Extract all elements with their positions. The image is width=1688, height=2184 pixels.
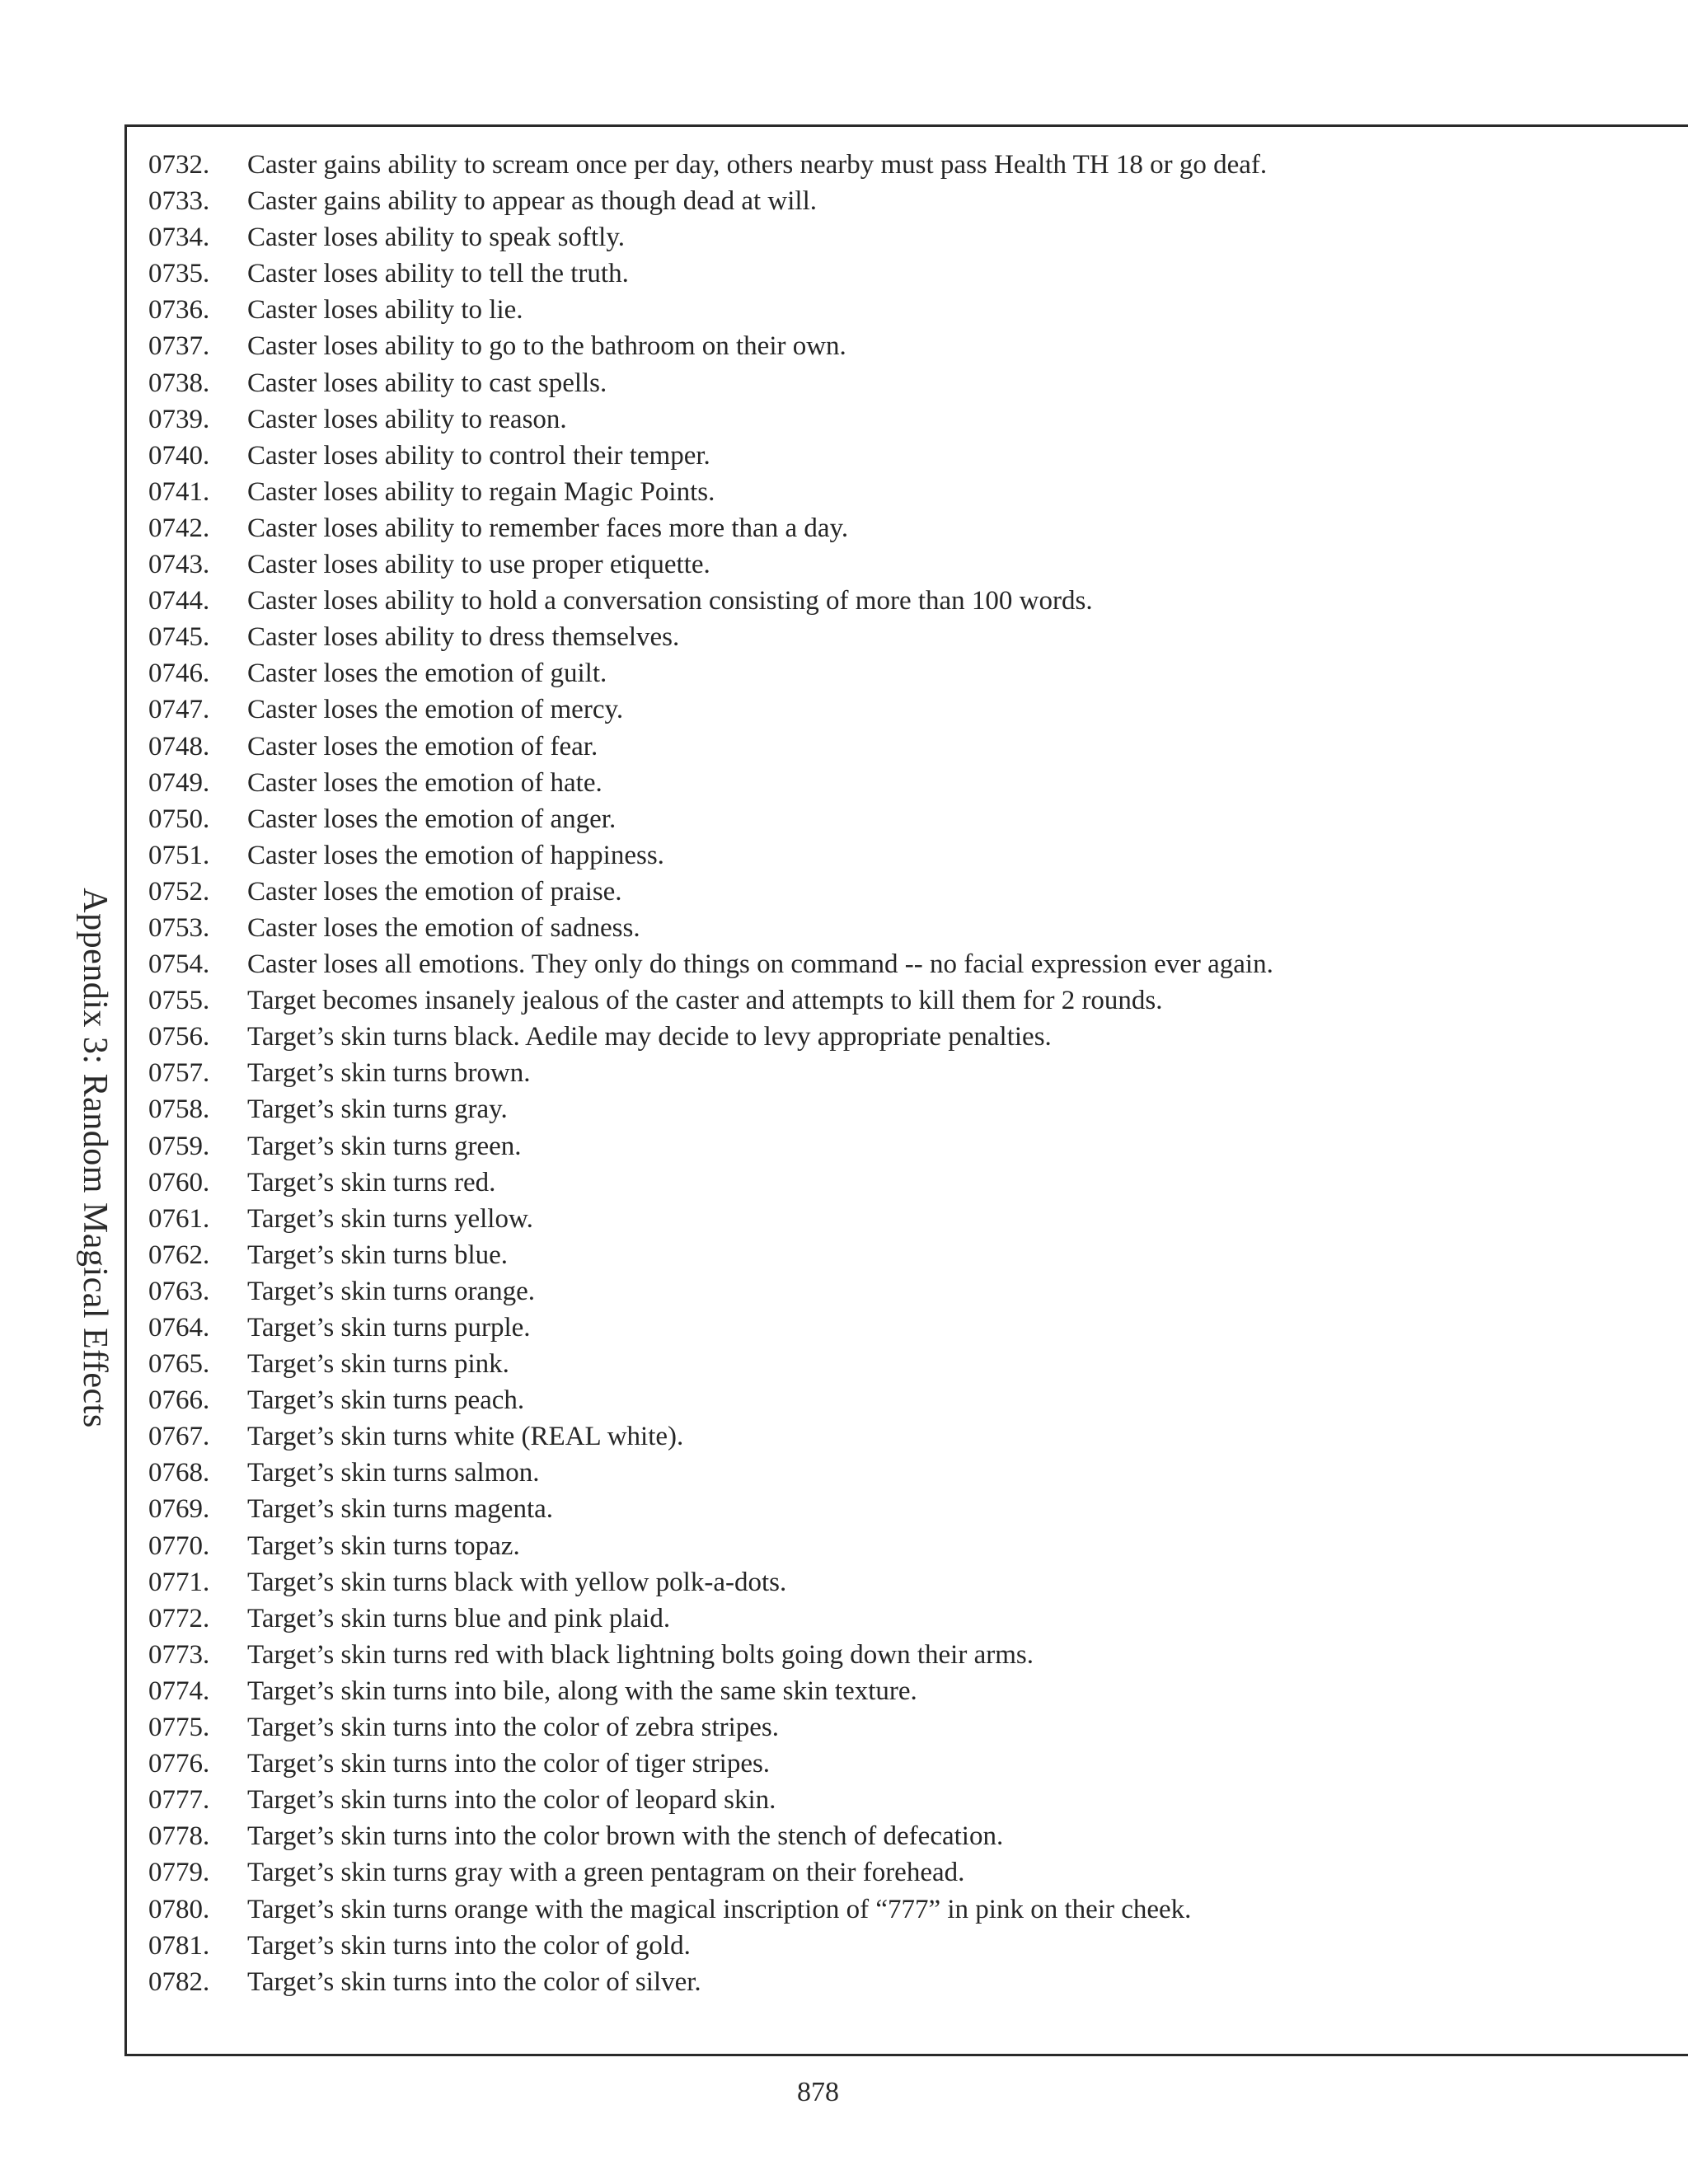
list-item xyxy=(148,619,1273,655)
list-item xyxy=(148,1055,1273,1091)
list-item xyxy=(148,1782,1273,1818)
entry-number: 0774. xyxy=(148,1675,210,1706)
entry-number: 0778. xyxy=(148,1821,210,1852)
list-item xyxy=(148,1418,1273,1455)
appendix-side-title: Appendix 3: Random Magical Effects xyxy=(76,888,114,1428)
entry-text: Target’s skin turns blue. xyxy=(247,1240,509,1270)
entry-text: Caster loses the emotion of guilt. xyxy=(247,658,607,689)
list-item xyxy=(148,1491,1273,1527)
entry-text: Target’s skin turns into the color of silver. xyxy=(247,1966,701,1997)
entry-number: 0775. xyxy=(148,1713,210,1743)
list-item xyxy=(148,655,1273,691)
entry-number: 0750. xyxy=(148,804,210,834)
list-item xyxy=(148,255,1273,292)
entry-number: 0773. xyxy=(148,1639,210,1670)
list-item xyxy=(148,546,1273,583)
entry-text: Caster loses the emotion of sadness. xyxy=(247,912,640,943)
entry-text: Target’s skin turns red with black lightning bolts going down their arms. xyxy=(247,1639,1034,1670)
list-item xyxy=(148,1455,1273,1491)
entry-text: Target’s skin turns orange. xyxy=(247,1276,536,1306)
effects-list xyxy=(148,147,1273,2000)
entry-text: Target’s skin turns into bile, along with the same skin texture. xyxy=(247,1675,917,1706)
list-item xyxy=(148,729,1273,765)
entry-number: 0754. xyxy=(148,949,210,980)
entry-number: 0740. xyxy=(148,440,210,471)
entry-number: 0781. xyxy=(148,1930,210,1961)
list-item xyxy=(148,292,1273,328)
entry-number: 0777. xyxy=(148,1785,210,1816)
entry-number: 0736. xyxy=(148,295,210,326)
entry-number: 0732. xyxy=(148,150,210,180)
entry-text: Caster loses ability to control their temper. xyxy=(247,440,710,471)
entry-number: 0746. xyxy=(148,658,210,689)
list-item xyxy=(148,183,1273,219)
list-item xyxy=(148,837,1273,874)
entry-number: 0753. xyxy=(148,912,210,943)
entry-text: Target’s skin turns orange with the magical inscription of “777” in pink on their cheek. xyxy=(247,1894,1192,1924)
entry-text: Target’s skin turns red. xyxy=(247,1167,496,1197)
entry-number: 0772. xyxy=(148,1603,210,1633)
entry-number: 0767. xyxy=(148,1422,210,1452)
list-item xyxy=(148,1854,1273,1891)
entry-text: Target’s skin turns into the color of gold. xyxy=(247,1930,691,1961)
entry-number: 0782. xyxy=(148,1966,210,1997)
entry-text: Target’s skin turns into the color of zebra stripes. xyxy=(247,1713,780,1743)
entry-text: Caster loses ability to go to the bathroom on their own. xyxy=(247,331,846,362)
entry-number: 0759. xyxy=(148,1131,210,1161)
list-item xyxy=(148,401,1273,438)
entry-number: 0743. xyxy=(148,550,210,580)
list-item xyxy=(148,328,1273,364)
list-item xyxy=(148,1528,1273,1564)
entry-number: 0763. xyxy=(148,1276,210,1306)
entry-text: Caster loses ability to remember faces more than a day. xyxy=(247,513,849,543)
entry-number: 0741. xyxy=(148,476,210,507)
entry-number: 0770. xyxy=(148,1530,210,1561)
entry-number: 0745. xyxy=(148,622,210,653)
entry-text: Target’s skin turns pink. xyxy=(247,1349,509,1380)
entry-text: Caster loses ability to dress themselves. xyxy=(247,622,680,653)
entry-text: Target’s skin turns gray. xyxy=(247,1094,508,1125)
list-item xyxy=(148,1346,1273,1382)
entry-text: Caster loses the emotion of hate. xyxy=(247,767,603,798)
entry-text: Target’s skin turns yellow. xyxy=(247,1203,533,1234)
list-item xyxy=(148,1637,1273,1673)
entry-number: 0764. xyxy=(148,1313,210,1343)
entry-text: Caster loses ability to cast spells. xyxy=(247,368,607,398)
entry-number: 0749. xyxy=(148,767,210,798)
entry-text: Caster loses the emotion of happiness. xyxy=(247,840,664,870)
list-item xyxy=(148,219,1273,255)
list-item xyxy=(148,1601,1273,1637)
entry-number: 0771. xyxy=(148,1567,210,1597)
list-item xyxy=(148,365,1273,401)
list-item xyxy=(148,1019,1273,1055)
entry-number: 0779. xyxy=(148,1858,210,1888)
entry-number: 0752. xyxy=(148,876,210,907)
entry-text: Target’s skin turns blue and pink plaid. xyxy=(247,1603,671,1633)
list-item xyxy=(148,510,1273,546)
entry-text: Caster gains ability to appear as though dead at will. xyxy=(247,186,817,217)
page-number: 878 xyxy=(797,2077,839,2107)
entry-text: Target’s skin turns topaz. xyxy=(247,1530,520,1561)
entry-text: Caster loses all emotions. They only do things on command -- no facial expression ever again. xyxy=(247,949,1273,980)
list-item xyxy=(148,583,1273,619)
entry-text: Target’s skin turns purple. xyxy=(247,1313,531,1343)
entry-text: Caster loses the emotion of praise. xyxy=(247,876,622,907)
entry-text: Target’s skin turns peach. xyxy=(247,1385,525,1416)
list-item xyxy=(148,1201,1273,1237)
list-item xyxy=(148,1673,1273,1709)
entry-text: Target’s skin turns into the color brown with the stench of defecation. xyxy=(247,1821,1004,1852)
list-item xyxy=(148,1709,1273,1746)
entry-text: Target’s skin turns brown. xyxy=(247,1058,531,1089)
entry-number: 0744. xyxy=(148,586,210,616)
entry-number: 0757. xyxy=(148,1058,210,1089)
entry-number: 0739. xyxy=(148,404,210,434)
list-item xyxy=(148,438,1273,474)
entry-text: Caster loses ability to speak softly. xyxy=(247,223,625,253)
entry-text: Target’s skin turns into the color of leopard skin. xyxy=(247,1785,776,1816)
list-item xyxy=(148,982,1273,1019)
list-item xyxy=(148,801,1273,837)
entry-number: 0780. xyxy=(148,1894,210,1924)
entry-text: Caster loses ability to regain Magic Points. xyxy=(247,476,715,507)
entry-number: 0737. xyxy=(148,331,210,362)
entry-number: 0755. xyxy=(148,986,210,1016)
entry-text: Caster loses ability to hold a conversation consisting of more than 100 words. xyxy=(247,586,1093,616)
entry-number: 0734. xyxy=(148,223,210,253)
entry-text: Target’s skin turns black with yellow polk-a-dots. xyxy=(247,1567,787,1597)
list-item xyxy=(148,1382,1273,1418)
list-item xyxy=(148,1746,1273,1782)
entry-number: 0738. xyxy=(148,368,210,398)
entry-number: 0751. xyxy=(148,840,210,870)
entry-text: Caster loses the emotion of anger. xyxy=(247,804,617,834)
entry-number: 0765. xyxy=(148,1349,210,1380)
entry-number: 0766. xyxy=(148,1385,210,1416)
entry-text: Target’s skin turns gray with a green pentagram on their forehead. xyxy=(247,1858,965,1888)
list-item xyxy=(148,765,1273,801)
entry-text: Target becomes insanely jealous of the caster and attempts to kill them for 2 rounds. xyxy=(247,986,1163,1016)
list-item xyxy=(148,1091,1273,1127)
list-item xyxy=(148,874,1273,910)
entry-text: Caster loses ability to reason. xyxy=(247,404,567,434)
entry-text: Caster gains ability to scream once per day, others nearby must pass Health TH 18 or go deaf. xyxy=(247,150,1268,180)
entry-text: Caster loses ability to tell the truth. xyxy=(247,259,629,289)
entry-text: Target’s skin turns white (REAL white). xyxy=(247,1422,684,1452)
list-item xyxy=(148,910,1273,946)
list-item xyxy=(148,474,1273,510)
list-item xyxy=(148,1165,1273,1201)
entry-number: 0761. xyxy=(148,1203,210,1234)
list-item xyxy=(148,1237,1273,1273)
list-item xyxy=(148,1564,1273,1601)
entry-text: Target’s skin turns salmon. xyxy=(247,1458,540,1488)
entry-number: 0733. xyxy=(148,186,210,217)
list-item xyxy=(148,691,1273,728)
entry-number: 0747. xyxy=(148,695,210,725)
entry-text: Target’s skin turns green. xyxy=(247,1131,522,1161)
entry-text: Caster loses the emotion of mercy. xyxy=(247,695,624,725)
entry-text: Target’s skin turns into the color of tiger stripes. xyxy=(247,1749,771,1779)
entry-number: 0748. xyxy=(148,731,210,762)
entry-number: 0758. xyxy=(148,1094,210,1125)
list-item xyxy=(148,1928,1273,1964)
entry-text: Caster loses ability to use proper etiquette. xyxy=(247,550,710,580)
entry-number: 0776. xyxy=(148,1749,210,1779)
list-item xyxy=(148,1891,1273,1928)
entry-number: 0762. xyxy=(148,1240,210,1270)
list-item xyxy=(148,1128,1273,1165)
entry-text: Target’s skin turns black. Aedile may decide to levy appropriate penalties. xyxy=(247,1022,1052,1052)
entry-text: Target’s skin turns magenta. xyxy=(247,1494,554,1525)
entry-number: 0769. xyxy=(148,1494,210,1525)
entry-number: 0742. xyxy=(148,513,210,543)
list-item xyxy=(148,147,1273,183)
list-item xyxy=(148,1310,1273,1346)
entry-number: 0760. xyxy=(148,1167,210,1197)
list-item xyxy=(148,1964,1273,2000)
entry-text: Caster loses ability to lie. xyxy=(247,295,523,326)
entry-number: 0768. xyxy=(148,1458,210,1488)
list-item xyxy=(148,946,1273,982)
entry-number: 0756. xyxy=(148,1022,210,1052)
list-item xyxy=(148,1818,1273,1854)
entry-number: 0735. xyxy=(148,259,210,289)
list-item xyxy=(148,1273,1273,1310)
entry-text: Caster loses the emotion of fear. xyxy=(247,731,598,762)
